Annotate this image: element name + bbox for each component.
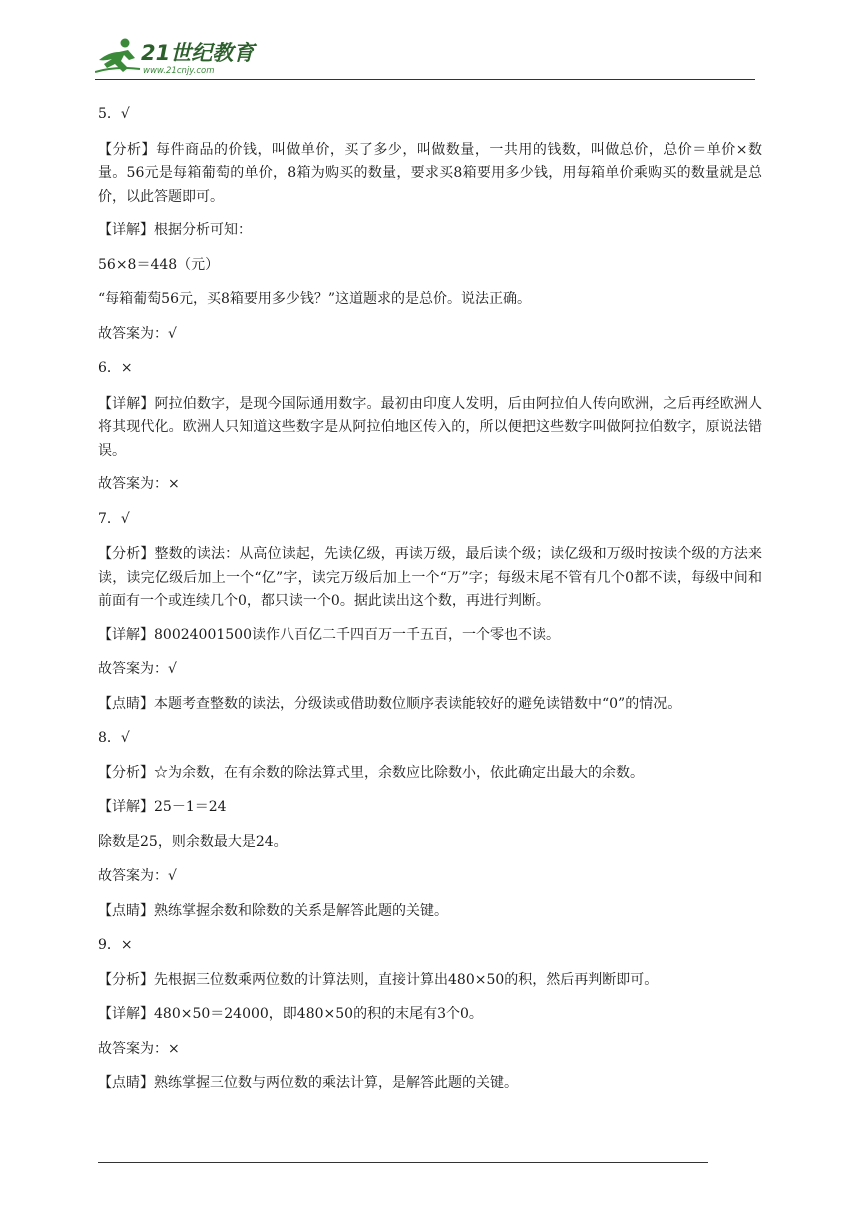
logo-url: www.21cnjy.com	[143, 66, 215, 76]
explanation-paragraph: 【详解】阿拉伯数字，是现今国际通用数字。最初由印度人发明，后由阿拉伯人传向欧洲，之后再经欧洲人将其现代化。欧洲人只知道这些数字是从阿拉伯地区传入的，所以便把这些数字叫做阿拉伯数字，原说法错误。	[98, 395, 762, 459]
brand-logo-icon	[95, 34, 265, 76]
explanation-line: 【详解】25－1＝24	[98, 799, 227, 815]
answer-content	[98, 104, 762, 1108]
analysis-line: 【分析】☆为余数，在有余数的除法算式里，余数应比除数小，依此确定出最大的余数。	[98, 764, 644, 781]
analysis-paragraph: 【分析】整数的读法：从高位读起，先读亿级，再读万级，最后读个级；读亿级和万级时按读个级的方法来读，读完亿级后加上一个“亿”字，读完万级后加上一个“万”字；每级末尾不管有几个0都不读，每级中间和前面有一个或连续几个0，都只读一个0。据此读出这个数，再进行判断。	[98, 546, 762, 609]
comment-line: 【点睛】熟练掌握三位数与两位数的乘法计算，是解答此题的关键。	[98, 1075, 518, 1091]
answer-number-8: 8．√	[98, 730, 130, 746]
explanation-line: 【详解】根据分析可知：	[98, 222, 252, 238]
comment-line: 【点睛】本题考查整数的读法，分级读或借助数位顺序表读能较好的避免读错数中“0”的情况。	[98, 695, 682, 712]
footer-divider	[98, 1162, 708, 1163]
answer-number-7: 7．√	[98, 510, 130, 527]
conclusion-line: “每箱葡萄56元，买8箱要用多少钱？”这道题求的是总价。说法正确。	[98, 291, 532, 307]
comment-line: 【点睛】熟练掌握余数和除数的关系是解答此题的关键。	[98, 902, 448, 919]
analysis-line: 【分析】先根据三位数乘两位数的计算法则，直接计算出480×50的积，然后再判断即可。	[98, 971, 659, 988]
answer-line: 故答案为：√	[98, 325, 177, 342]
answer-number-9: 9．×	[98, 937, 133, 953]
page-header	[95, 34, 755, 80]
answer-line: 故答案为：×	[98, 1040, 180, 1057]
answer-number-6: 6．×	[98, 360, 133, 376]
explanation-line: 【详解】80024001500读作八百亿二千四百万一千五百，一个零也不读。	[98, 626, 560, 643]
calculation-line: 除数是25，则余数最大是24。	[98, 833, 288, 850]
logo-text: 21世纪教育	[141, 41, 255, 65]
calculation-line: 56×8＝448（元）	[98, 256, 220, 273]
header-divider	[95, 79, 755, 80]
answer-line: 故答案为：×	[98, 476, 180, 492]
analysis-paragraph: 【分析】每件商品的价钱，叫做单价，买了多少，叫做数量，一共用的钱数，叫做总价，总价＝单价×数量。56元是每箱葡萄的单价，8箱为购买的数量，要求买8箱要用多少钱，用每箱单价乘购买的数量就是总价，以此答题即可。	[98, 141, 762, 205]
answer-number-5: 5．√	[98, 106, 130, 122]
answer-line: 故答案为：√	[98, 661, 177, 677]
answer-line: 故答案为：√	[98, 868, 177, 884]
explanation-line: 【详解】480×50＝24000，即480×50的积的末尾有3个0。	[98, 1006, 483, 1022]
